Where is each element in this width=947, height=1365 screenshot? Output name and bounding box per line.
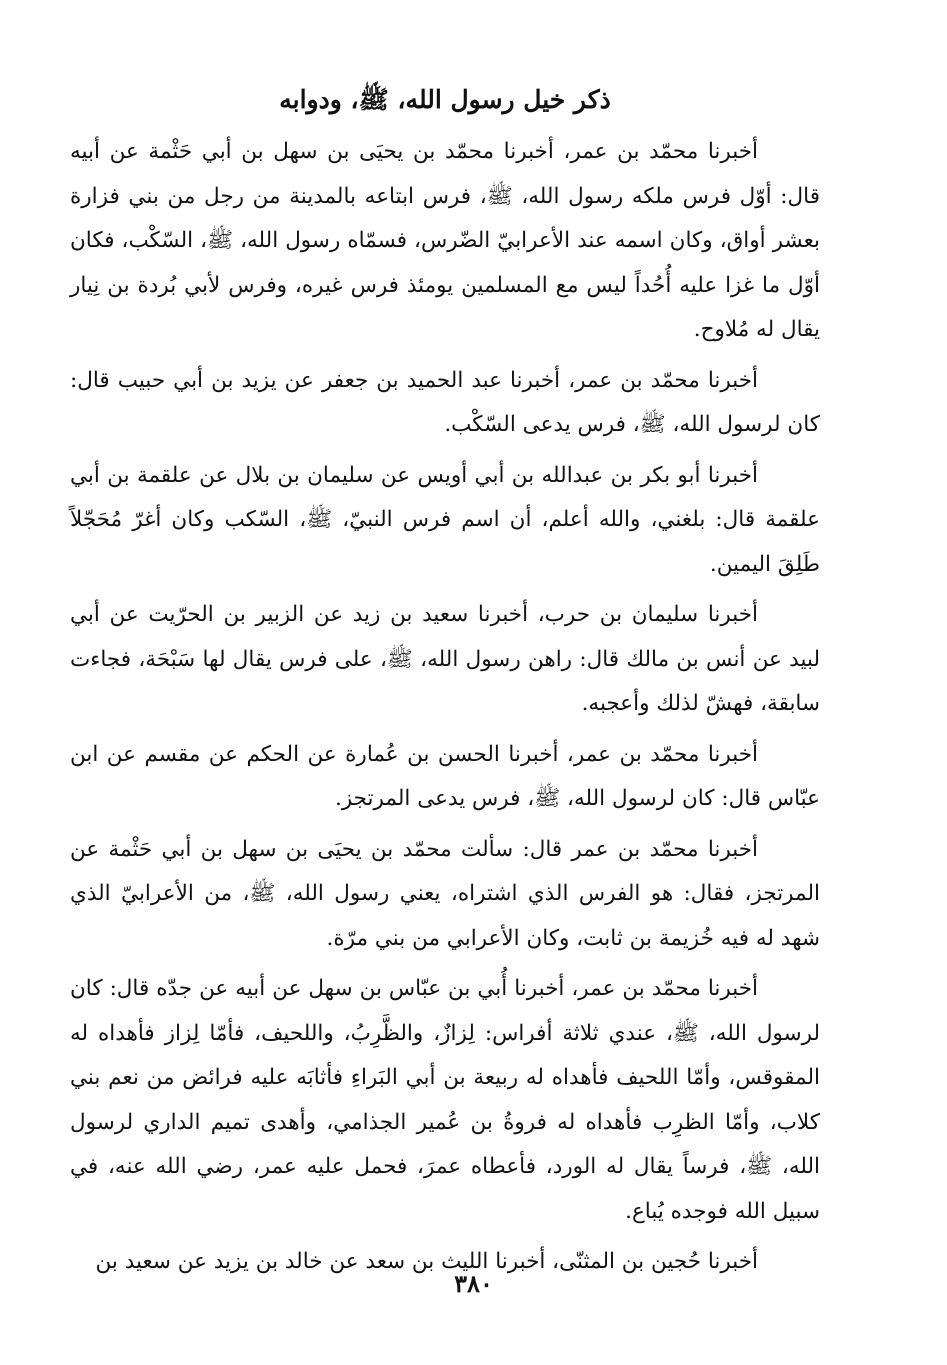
paragraph: أخبرنا حُجين بن المثنّى، أخبرنا الليث بن سعد عن خالد بن يزيد عن سعيد بن xyxy=(95,1249,758,1274)
paragraph: أخبرنا محمّد بن عمر، أخبرنا أُبي بن عبّاس بن سهل عن أبيه عن جدّه قال: كان لرسول الله، ﷺ، عندي ثلاثة أفراس: لِزازٌ، والظَّرِبُ، واللحيف، فأمّا لِزاز فأهداه له المقوقس، وأمّا اللحيف فأهداه له ربيعة بن أبي البَراءِ فأثابَه عليه فرائض من نعم بني كلاب، وأمّا الظرِب فأهداه له فروةُ بن عُمير الجذامي، وأهدى تميم الداري لرسول الله، ﷺ، فرساً يقال له الورد، فأعطاه عمرَ، فحمل عليه عمر، رضي الله عنه، في سبيل الله فوجده يُباع. xyxy=(70,976,820,1224)
paragraph: أخبرنا سليمان بن حرب، أخبرنا سعيد بن زيد عن الزبير بن الحرّيت عن أبي لبيد عن أنس بن مالك قال: راهن رسول الله، ﷺ، على فرس يقال لها سَبْحَة، فجاءت سابقة، فهشّ لذلك وأعجبه. xyxy=(70,602,820,716)
paragraph: أخبرنا أبو بكر بن عبدالله بن أبي أويس عن سليمان بن بلال عن علقمة بن أبي علقمة قال: بلغني، والله أعلم، أن اسم فرس النبيّ، ﷺ، السّكب وكان أغرّ مُحَجّلاً طَلِقَ اليمين. xyxy=(70,462,820,577)
paragraph: أخبرنا محمّد بن عمر، أخبرنا عبد الحميد بن جعفر عن يزيد بن أبي حبيب قال: كان لرسول الله، ﷺ، فرس يدعى السّكْب. xyxy=(70,367,820,437)
paragraph: أخبرنا محمّد بن عمر، أخبرنا محمّد بن يحيَى بن سهل بن أبي حَثْمة عن أبيه قال: أوّل فرس ملكه رسول الله، ﷺ، فرس ابتاعه بالمدينة من رجل من بني فزارة بعشر أواق، وكان اسمه عند الأعرابيّ الضّرس، فسمّاه رسول الله، ﷺ، السّكْب، فكان أوّل ما غزا عليه أُحُداً ليس مع المسلمين يومئذ فرس غيره، وفرس لأبي بُردة بن نِيار يقال له مُلاوح. xyxy=(70,139,820,342)
paragraph: أخبرنا محمّد بن عمر قال: سألت محمّد بن يحيَى بن سهل بن أبي حَثْمة عن المرتجز، فقال: هو الفرس الذي اشتراه، يعني رسول الله، ﷺ، من الأعرابيّ الذي شهد له فيه خُزيمة بن ثابت، وكان الأعرابي من بني مرّة. xyxy=(70,836,820,951)
page-number: ٣٨٠ xyxy=(454,1269,493,1298)
paragraph: أخبرنا محمّد بن عمر، أخبرنا الحسن بن عُمارة عن الحكم عن مقسم عن ابن عبّاس قال: كان لرسول الله، ﷺ، فرس يدعى المرتجز. xyxy=(70,741,820,811)
chapter-title: ذكر خيل رسول الله، ﷺ، ودوابه xyxy=(279,85,611,114)
document-page xyxy=(70,78,820,1291)
